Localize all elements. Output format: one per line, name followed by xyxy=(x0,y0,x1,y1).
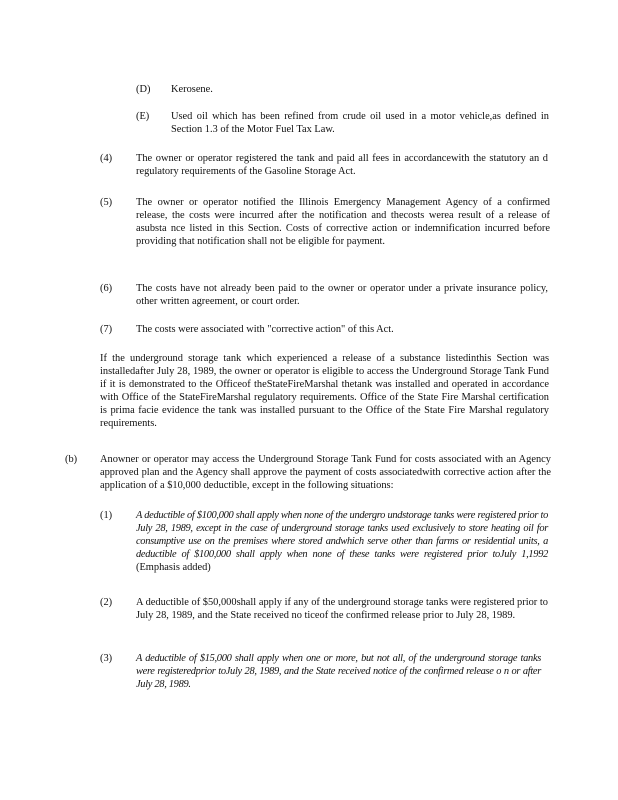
sub-item-label-2: (2) xyxy=(100,597,113,608)
sub-item-label-1: (1) xyxy=(100,510,113,521)
section-text-b: Anowner or operator may access the Underground Storage Tank Fund for costs associated with an Agency approved plan and the Agency shall approve the payment of costs associatedwith corrective action after the application of a $10,000 deductible, except in the following situations: xyxy=(100,454,551,491)
item-label-6: (6) xyxy=(100,283,113,294)
item-label-4: (4) xyxy=(100,153,113,164)
sub-item-text-2: A deductible of $50,000shall apply if any of the underground storage tanks were registered prior to July 28, 1989, and the State received no ticeof the confirmed release prior to July 28, 1989. xyxy=(136,597,548,621)
item-text-5: The owner or operator notified the Illinois Emergency Management Agency of a confirmed release, the costs were incurred after the notification and thecosts werea result of a release of asubsta nce listed in this Section. Costs of corrective action or indemnification incurred before providing that notification shall not be eligible for payment. xyxy=(136,197,550,247)
item-label-e: (E) xyxy=(136,111,150,122)
section-label-b: (b) xyxy=(65,454,78,465)
sub-item-1-italic: A deductible of $100,000 shall apply when none of the undergro undstorage tanks were registered prior to July 28, 1989, except in the case of underground storage tanks used exclusively to store heating oil for consumptive use on the premises where stored andwhich serve other than farms or residential units, a deductible of $100,000 shall apply when none of these tanks were registered prior toJuly 1,1992 xyxy=(136,510,548,560)
item-text-d: Kerosene. xyxy=(171,84,213,95)
item-label-5: (5) xyxy=(100,197,113,208)
item-text-4: The owner or operator registered the tank and paid all fees in accordancewith the statutory an d regulatory requirements of the Gasoline Storage Act. xyxy=(136,153,548,177)
sub-item-text-3: A deductible of $15,000 shall apply when one or more, but not all, of the underground storage tanks were registeredprior toJuly 28, 1989, and the State received notice of the confirmed release o n or after July 28, 1989. xyxy=(136,653,541,690)
item-text-e: Used oil which has been refined from crude oil used in a motor vehicle,as defined in Section 1.3 of the Motor Fuel Tax Law. xyxy=(171,111,549,135)
sub-item-label-3: (3) xyxy=(100,653,113,664)
item-label-7: (7) xyxy=(100,324,113,335)
body-paragraph: If the underground storage tank which experienced a release of a substance listedinthis Section was installedafter July 28, 1989, the owner or operator is eligible to access the Underground Storage Tank Fund if it is demonstrated to the Officeof theStateFireMarshal thetank was installed and operated in accordance with Office of the StateFireMarshal regulatory requirements. Office of the State Fire Marshal certification is prima facie evidence the tank was installed pursuant to the Office of the State Fire Marshal regulatory requirements. xyxy=(100,353,549,429)
item-text-7: The costs were associated with "corrective action" of this Act. xyxy=(136,324,394,335)
item-text-6: The costs have not already been paid to the owner or operator under a private insurance policy, other written agreement, or court order. xyxy=(136,283,548,307)
sub-item-text-1 xyxy=(136,509,548,574)
emphasis-note: (Emphasis added) xyxy=(136,562,211,573)
item-label-d: (D) xyxy=(136,84,151,95)
